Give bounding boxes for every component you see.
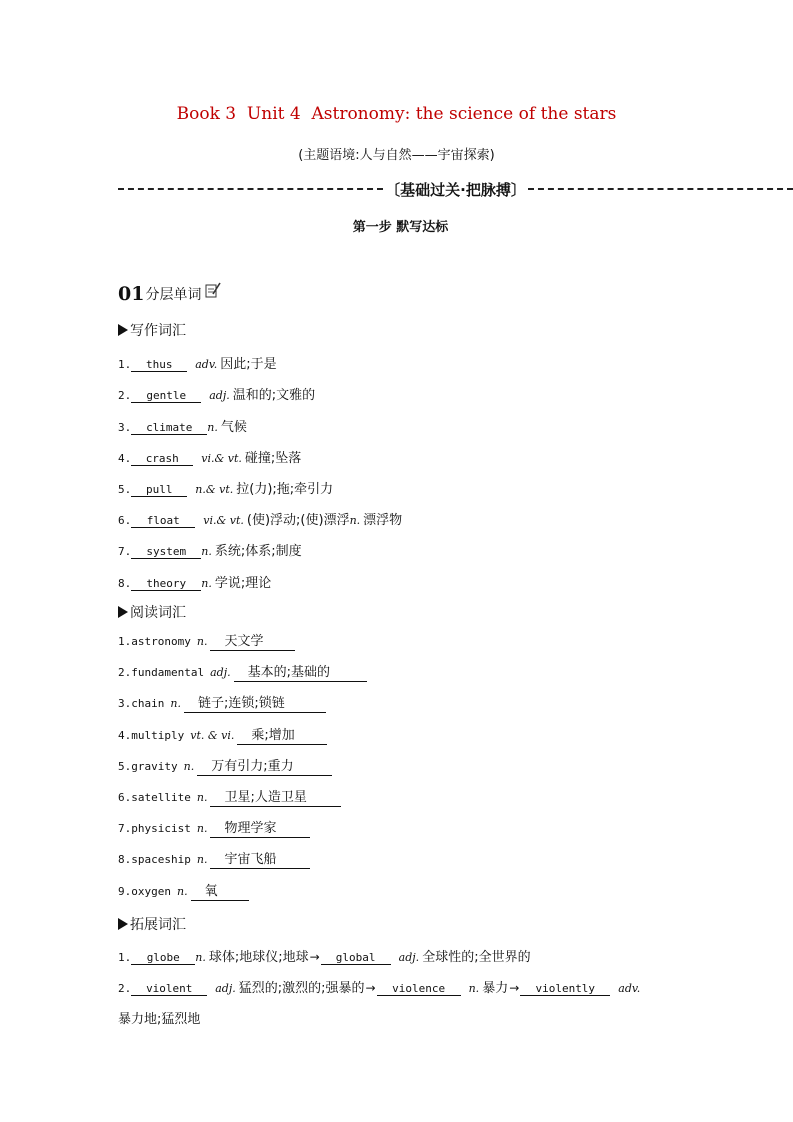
part-of-speech: vi.& vt.: [201, 452, 242, 465]
answer-blank: global: [321, 951, 391, 965]
item-word: satellite: [131, 791, 191, 804]
reading-vocab-heading-label: 阅读词汇: [130, 605, 186, 621]
item-meaning: 暴力地;猛烈地: [118, 1012, 201, 1027]
item-meaning: (使)浮动;(使)漂浮: [246, 513, 350, 528]
writing-item-2: [118, 384, 315, 403]
part-of-speech: n.: [196, 791, 208, 804]
writing-item-3: [118, 416, 247, 435]
answer-blank: violence: [377, 982, 461, 996]
extension-item-2-wrap: [118, 1008, 200, 1027]
part-of-speech: vt. & vi.: [190, 729, 235, 742]
reading-item-4: [118, 728, 327, 745]
item-word: physicist: [131, 822, 191, 835]
item-number: 2.: [118, 389, 132, 402]
item-word: fundamental: [131, 666, 205, 679]
item-number: 8.: [118, 853, 132, 866]
item-meaning: 球体;地球仪;地球: [208, 950, 309, 965]
item-number: 5.: [118, 760, 132, 773]
writing-item-6: [118, 509, 402, 528]
item-number: 3.: [118, 421, 132, 434]
banner-dash-right: [528, 188, 793, 190]
item-number: 2.: [118, 666, 132, 679]
part-of-speech: n.: [207, 421, 218, 434]
part-of-speech: adj.: [209, 389, 230, 402]
item-meaning: 拉(力);拖;牵引力: [236, 482, 334, 497]
reading-item-6: [118, 790, 341, 807]
section-number: 01: [118, 283, 145, 305]
reading-item-5: [118, 759, 332, 776]
arrow-right-icon: →: [365, 981, 376, 995]
part-of-speech: n.: [170, 697, 181, 710]
answer-blank: 宇宙飞船: [210, 852, 310, 869]
arrow-right-icon: →: [309, 950, 320, 964]
reading-item-9: [118, 884, 249, 901]
part-of-speech: n.: [201, 545, 212, 558]
item-meaning: 系统;体系;制度: [214, 544, 302, 559]
item-number: 7.: [118, 822, 132, 835]
part-of-speech: n.: [196, 635, 208, 648]
pencil-note-icon: [205, 282, 221, 302]
part-of-speech: adv.: [618, 982, 641, 995]
extension-item-2: [118, 977, 643, 996]
item-meaning: 猛烈的;激烈的;强暴的: [238, 981, 365, 996]
item-number: 8.: [118, 577, 132, 590]
answer-blank: pull: [131, 483, 187, 497]
item-number: 6.: [118, 514, 132, 527]
answer-blank: climate: [131, 421, 207, 435]
part-of-speech: n.& vt.: [195, 483, 234, 496]
item-meaning: 漂浮物: [363, 513, 403, 528]
part-of-speech: adj.: [210, 666, 231, 679]
answer-blank: 乘;增加: [237, 728, 327, 745]
answer-blank: 天文学: [210, 634, 295, 651]
reading-item-3: [118, 696, 326, 713]
banner-dash-left: [118, 188, 383, 190]
item-number: 6.: [118, 791, 132, 804]
item-number: 2.: [118, 982, 132, 995]
triangle-bullet-icon: [118, 606, 128, 618]
item-word: oxygen: [131, 885, 171, 898]
part-of-speech: n.: [196, 853, 208, 866]
part-of-speech: n.: [183, 760, 195, 773]
part-of-speech: n.: [195, 951, 206, 964]
arrow-right-icon: →: [509, 981, 520, 995]
step-title: 第一步 默写达标: [352, 220, 449, 235]
part-of-speech: vi.& vt.: [203, 514, 244, 527]
item-number: 3.: [118, 697, 132, 710]
reading-vocab-heading: [118, 602, 186, 622]
writing-item-4: [118, 447, 301, 466]
answer-blank: violently: [520, 982, 610, 996]
answer-blank: theory: [131, 577, 201, 591]
part-of-speech: n.: [201, 577, 212, 590]
answer-blank: gentle: [131, 389, 201, 403]
item-meaning: 全球性的;全世界的: [422, 950, 531, 965]
reading-item-2: [118, 665, 367, 682]
item-number: 1.: [118, 635, 132, 648]
answer-blank: 物理学家: [210, 821, 310, 838]
writing-item-7: [118, 540, 302, 559]
triangle-bullet-icon: [118, 324, 128, 336]
item-number: 1.: [118, 951, 132, 964]
writing-item-1: [118, 353, 277, 372]
reading-item-8: [118, 852, 310, 869]
item-number: 1.: [118, 358, 132, 371]
writing-item-8: [118, 572, 271, 591]
answer-blank: crash: [131, 452, 193, 466]
item-number: 4.: [118, 729, 132, 742]
reading-item-7: [118, 821, 310, 838]
item-number: 5.: [118, 483, 132, 496]
answer-blank: violent: [131, 982, 207, 996]
extension-vocab-heading: [118, 914, 186, 934]
answer-blank: globe: [131, 951, 195, 965]
item-word: chain: [131, 697, 165, 710]
doc-title: Book 3 Unit 4 Astronomy: the science of the stars: [176, 104, 617, 124]
reading-item-1: [118, 634, 295, 651]
answer-blank: thus: [131, 358, 187, 372]
item-word: astronomy: [131, 635, 191, 648]
answer-blank: 卫星;人造卫星: [210, 790, 341, 807]
extension-item-1: [118, 946, 531, 965]
answer-blank: 基本的;基础的: [234, 665, 367, 682]
item-number: 9.: [118, 885, 132, 898]
part-of-speech: adv.: [195, 358, 218, 371]
part-of-speech: n.: [349, 514, 361, 527]
item-word: multiply: [131, 729, 185, 742]
writing-item-5: [118, 478, 333, 497]
part-of-speech: n.: [468, 982, 480, 995]
item-number: 4.: [118, 452, 132, 465]
banner-label: 〔基础过关·把脉搏〕: [385, 180, 526, 199]
item-number: 7.: [118, 545, 132, 558]
answer-blank: system: [131, 545, 201, 559]
answer-blank: float: [131, 514, 195, 528]
doc-subtitle: (主题语境:人与自然——宇宙探索): [298, 148, 495, 163]
item-word: spaceship: [131, 853, 191, 866]
answer-blank: 链子;连锁;锁链: [184, 696, 326, 713]
answer-blank: 氧: [191, 884, 249, 901]
part-of-speech: n.: [196, 822, 208, 835]
item-meaning: 暴力: [482, 981, 509, 996]
item-meaning: 温和的;文雅的: [232, 388, 316, 403]
item-meaning: 因此;于是: [220, 357, 277, 372]
part-of-speech: adj.: [215, 982, 236, 995]
extension-vocab-heading-label: 拓展词汇: [130, 917, 186, 933]
answer-blank: 万有引力;重力: [197, 759, 332, 776]
triangle-bullet-icon: [118, 918, 128, 930]
section-title: 分层单词: [145, 287, 202, 303]
section-banner: [118, 176, 793, 202]
item-word: gravity: [131, 760, 178, 773]
part-of-speech: adj.: [398, 951, 420, 964]
item-meaning: 碰撞;坠落: [244, 451, 302, 466]
item-meaning: 学说;理论: [214, 576, 272, 591]
item-meaning: 气候: [220, 420, 247, 435]
section-heading: [118, 282, 221, 305]
writing-vocab-heading-label: 写作词汇: [130, 323, 186, 339]
part-of-speech: n.: [177, 885, 188, 898]
writing-vocab-heading: [118, 320, 186, 340]
